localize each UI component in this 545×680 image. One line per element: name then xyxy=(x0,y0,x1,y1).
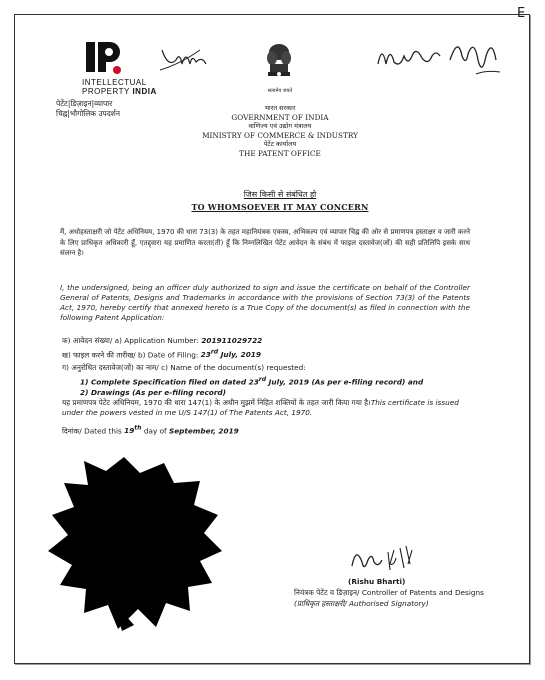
logo-line-intellectual: INTELLECTUAL xyxy=(82,78,147,87)
signatory-block xyxy=(294,576,494,609)
document-item-2: 2) Drawings (As per e-filing record) xyxy=(80,388,226,397)
issuance-statement: यह प्रमाणपत्र पेटेंट अधिनियम, 1970 की धारा 147(1) के अधीन मुझमें निहित शक्तियों के तहत जारी किया गया है।This certificate is issued under the powers vested in me U/S 147(1) of The Patents Act, 1970. xyxy=(62,398,459,417)
header-ministry: MINISTRY OF COMMERCE & INDUSTRY xyxy=(202,131,358,140)
handwritten-signature-bottom xyxy=(346,540,426,580)
signatory-name: (Rishu Bharti) xyxy=(348,577,406,586)
emblem-caption: सत्यमेव जयते xyxy=(267,88,293,94)
header-govt: GOVERNMENT OF INDIA xyxy=(231,113,329,122)
redacted-seal xyxy=(44,453,224,633)
corner-mark: E xyxy=(517,6,526,21)
handwritten-initials xyxy=(158,40,218,80)
logo-hindi-line1: पेटेंट|डिज़ाइन|व्यापार xyxy=(56,99,113,108)
header-office: THE PATENT OFFICE xyxy=(239,149,321,158)
document-item-1: 1) Complete Specification filed on dated 23rd July, 2019 (As per e-filing record) and xyxy=(80,376,424,387)
filing-date-row: ख) फाइल करने की तारीख/ b) Date of Filing: 23rd July, 2019 xyxy=(62,349,261,360)
concern-heading-english: TO WHOMSOEVER IT MAY CONCERN xyxy=(191,202,369,212)
signatory-authorised: (प्राधिकृत हस्ताक्षरी/ Authorised Signatory) xyxy=(294,599,429,608)
handwritten-signature-top xyxy=(376,34,506,84)
dated-row: दिनांक/ Dated this 19th day of September, 2019 xyxy=(62,425,239,436)
header-hindi-ministry: वाणिज्य एवं उद्योग मंत्रालय xyxy=(248,122,312,130)
header-hindi-govt: भारत सरकार xyxy=(264,104,296,112)
logo-line-property: PROPERTY INDIA xyxy=(82,87,157,96)
application-number: 201911029722 xyxy=(201,336,263,345)
logo-hindi-line2: चिह्न|भौगोलिक उपदर्शन xyxy=(56,109,121,118)
application-number-row: क) आवेदन संख्या/ a) Application Number: 201911029722 xyxy=(62,336,263,345)
ip-logo-icon xyxy=(84,40,124,80)
signatory-title: नियंत्रक पेटेंट व डिज़ाइन/ Controller of Patents and Designs xyxy=(294,588,484,597)
certification-paragraph-english: I, the undersigned, being an officer duly authorized to sign and issue the certificate on behalf of the Controller General of Patents, Designs and Trademarks in accordance with the provisions of Section 73(3) of the Patents Act, 1970, hereby certify that annexed hereto is a True Copy of the document(s) as filed in connection with the following Patent Application: xyxy=(60,283,470,322)
header-hindi-office: पेटेंट कार्यालय xyxy=(263,140,297,148)
documents-requested-label: ग) अनुरोधित दस्तावेज(जों) का नाम/ c) Name of the document(s) requested: xyxy=(62,363,306,372)
certification-paragraph-hindi: मैं, अधोहस्ताक्षरी जो पेटेंट अधिनियम, 1970 की धारा 73(3) के तहत महानियंत्रक एकस्व, अभिकल्प एवं व्यापार चिह्न की ओर से प्रमाणपत्र हस्ताक्षर व जारी करने के लिए प्राधिकृत अधिकारी हूँ, एतद्द्वारा यह प्रमाणित करता(ती) हूँ कि निम्नलिखित पेटेंट आवेदन के संबंध में फाइल दस्तावेज(जों) की सही प्रतिलिपि इसके साथ संलग्न है। xyxy=(60,228,470,257)
office-header xyxy=(180,104,380,158)
concern-heading-hindi: जिस किसी से संबंधित हो xyxy=(243,190,317,199)
national-emblem-icon xyxy=(264,42,294,86)
